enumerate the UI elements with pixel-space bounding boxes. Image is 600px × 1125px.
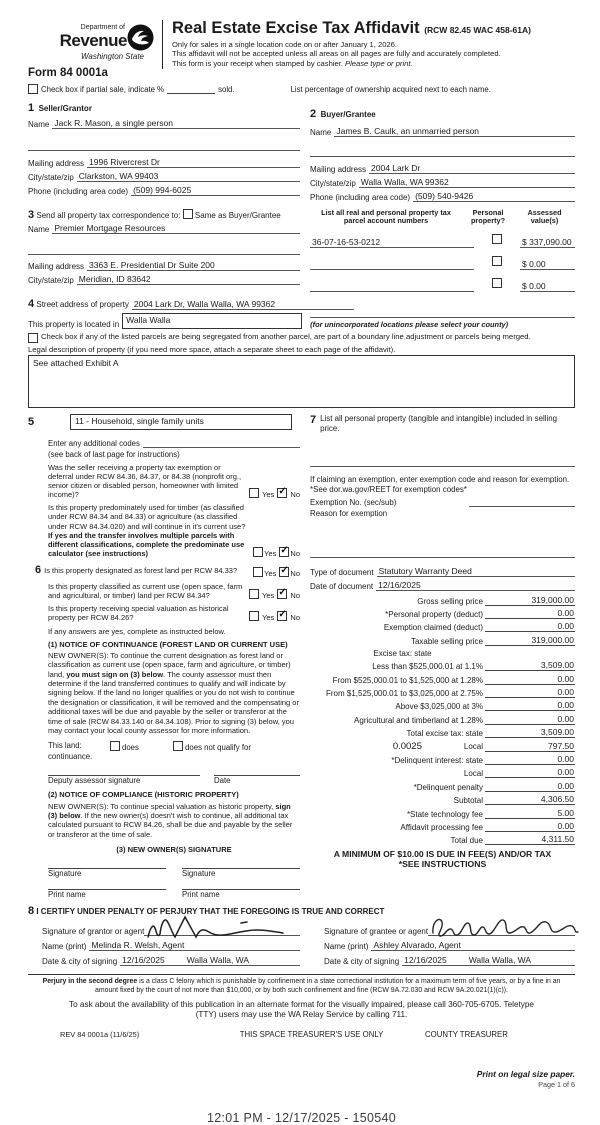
timber-agriculture-question: Is this property predominately used for timber (as classified under RCW 84.34 and 84.33) or agriculture (as classified under RCW 84.34.020) and will continue in it's current use? If yes and the transfer involves multiple parcels with different classifications, complete the predominate use calculator (see instructions) Yes ✓ No bbox=[48, 503, 300, 558]
form-number: Form 84 0001a bbox=[28, 67, 108, 79]
seller-csz-field[interactable]: Clarkston, WA 99403 bbox=[77, 171, 300, 182]
delinquent-interest-state-field[interactable]: 0.00 bbox=[485, 754, 575, 765]
street-address-field[interactable]: 2004 Lark Dr, Walla Walla, WA 99362 bbox=[132, 299, 354, 310]
footer-row bbox=[28, 1030, 575, 1039]
land-use-code-select[interactable]: 11 - Household, single family units bbox=[70, 414, 292, 430]
excise-tax-table: Gross selling price 319,000.00 *Personal property (deduct) 0.00 Exemption claimed (deduct) 0.00 Taxable selling price 319,000.00 Excise tax: state Less than $525,000.01 at 1.1% 3,509.00 From $525,000.01 to $1,525,000 at 1.28% 0.00 From $1,525,000.01 to $3,025,000 at 2.75% 0.00 Above $3,025,000 at 3% 0.00 Agricultural and timberland at 1.28% 0.00 Total excise tax: state 3,509.00 0.0025 Local 797.50 *Delinquent interest: state 0.00 Local 0.00 *Delinquent penalty 0.00 Subtotal 4,306.50 *State technology fee 5.00 Affidavit processing fee 0.00 Total due 4,311.50 A MINIMUM OF $10.00 IS DUE IN FEE(S) AND/OR TAX *SEE INSTRUCTIONS bbox=[310, 595, 575, 870]
additional-codes-field[interactable] bbox=[143, 438, 300, 448]
parcel-number-field[interactable]: 36-07-16-53-0212 bbox=[310, 237, 474, 248]
total-state-excise-field[interactable]: 3,509.00 bbox=[485, 727, 575, 738]
exemption-number-field[interactable] bbox=[469, 497, 575, 507]
county-treasurer-label: COUNTY TREASURER bbox=[425, 1030, 508, 1040]
revenue-logo-icon bbox=[127, 24, 154, 51]
grantee-certification: Signature of grantee or agent Name (print) Ashley Alvarado, Agent Date & city of signing 12/16/2025 Walla Walla, WA bbox=[310, 919, 575, 966]
section-1-seller: 1 Seller/Grantor Name Jack R. Mason, a single person Mailing address 1996 Rivercrest Dr City/state/zip Clarkston, WA 99403 Phone (including area code) (509) 994-6025 bbox=[28, 98, 300, 202]
total-due-field[interactable]: 4,311.50 bbox=[485, 834, 575, 845]
grantee-print-name-field[interactable]: Ashley Alvarado, Agent bbox=[371, 940, 575, 951]
historic-property-question: Is this property receiving special valuation as historical property per RCW 84.26? Yes ✓ No bbox=[48, 604, 300, 622]
section-6-designations: 6 Is this property designated as forest land per RCW 84.33? Yes ✓ No Is this property classified as current use (open space, farm and agricultural, or timber) land per RCW 84.34? Yes ✓ No Is this property receiving special valuation as historical property per RCW 84.26? Yes ✓ No If any answers are yes, complete as instructed below. (1) NOTICE OF CONTINUANCE (FOREST LAND OR CURRENT USE) NEW OWNER(S): To continue the current designation as forest land or classification as current use (open space, farm and agriculture, or timber) land, you must sign on (3) below. The county assessor must then determine if the land transferred continues to qualify and will indicate by signing below. If the land no longer qualifies or you do not wish to continue the designation or classification, it will be removed and the compensating or additional taxes will be due and payable by the seller or transferor at the time of sale (RCW 84.33.140 or 84.34.108). Prior to signing (3) below, you may contact your local county assessor for more information. This land: does does not qualify for continuance. Deputy assessor signature Date (2) NOTICE OF COMPLIANCE (HISTORIC PROPERTY) NEW OWNER(S): To continue special valuation as historic property, sign (3) below. If the new owner(s) doesn't wish to continue, all additional tax calculated pursuant to RCW 84.26, shall be due and payable by the seller or transferor at the time of sale. (3) NEW OWNER(S) SIGNATURE Signature Signature Print name Print name bbox=[28, 564, 300, 898]
seller-phone-field[interactable]: (509) 994-6025 bbox=[131, 185, 300, 196]
legal-description-box[interactable]: See attached Exhibit A bbox=[28, 355, 575, 408]
agency-name: Revenue bbox=[59, 31, 127, 50]
document-date-field[interactable]: 12/16/2025 bbox=[376, 580, 575, 591]
personal-property-checkbox[interactable] bbox=[492, 234, 502, 244]
correspondence-extra-field[interactable] bbox=[28, 245, 300, 255]
buyer-mailing-field[interactable]: 2004 Lark Dr bbox=[369, 163, 575, 174]
affidavit-processing-fee-field[interactable]: 0.00 bbox=[485, 821, 575, 832]
no-checkbox[interactable] bbox=[277, 488, 287, 498]
print-legal-size-note: Print on legal size paper. bbox=[476, 1069, 575, 1080]
document-type-field[interactable]: Statutory Warranty Deed bbox=[377, 566, 575, 577]
seller-mailing-field[interactable]: 1996 Rivercrest Dr bbox=[87, 157, 300, 168]
personal-property-col-header: Personal property? bbox=[470, 208, 506, 226]
section-3-correspondence: 3 Send all property tax correspondence to: Same as Buyer/Grantee Name Premier Mortgage Resources Mailing address 3363 E. Presidential Dr Suite 200 City/state/zip Meridian, ID 83642 bbox=[28, 209, 300, 292]
grantee-signature-line[interactable] bbox=[428, 918, 575, 936]
washington-state-label: Washington State bbox=[80, 52, 144, 61]
reason-for-exemption-label: Reason for exemption bbox=[310, 508, 388, 518]
agency-block bbox=[28, 20, 154, 79]
seller-name-field[interactable]: Jack R. Mason, a single person bbox=[52, 118, 300, 129]
no-checkbox[interactable] bbox=[277, 611, 287, 621]
section-7-personal-property: 7 List all personal property (tangible and intangible) included in selling price. bbox=[310, 413, 557, 434]
notice-continuance-title: (1) NOTICE OF CONTINUANCE (FOREST LAND OR CURRENT USE) bbox=[48, 639, 288, 649]
correspondence-mailing-field[interactable]: 3363 E. Presidential Dr Suite 200 bbox=[87, 260, 300, 271]
section-4-property: 4 Street address of property 2004 Lark Dr, Walla Walla, WA 99362 This property is located in Walla Walla (for unincorporated locations please select your county) Check box if any of the listed parcels are being segregated from another parcel, are part of a boundary line adjustment or parcels being merged. Legal description of property (if you need more space, attach a separate sheet to each page of the affidavit). See attached Exhibit A bbox=[28, 298, 575, 408]
does-not-checkbox[interactable] bbox=[173, 741, 183, 751]
notice-compliance-title: (2) NOTICE OF COMPLIANCE (HISTORIC PROPERTY) bbox=[48, 790, 239, 800]
does-checkbox[interactable] bbox=[110, 741, 120, 751]
grantor-signature-line[interactable] bbox=[144, 918, 300, 936]
no-checkbox[interactable] bbox=[277, 589, 287, 599]
grantor-signature bbox=[146, 913, 286, 941]
tier1-tax-field[interactable]: 3,509.00 bbox=[485, 660, 575, 671]
parcel-row bbox=[310, 230, 575, 248]
grantor-date-city-field[interactable]: 12/16/2025 Walla Walla, WA bbox=[120, 955, 300, 966]
buyer-name-field[interactable]: James B. Caulk, an unmarried person bbox=[334, 126, 575, 137]
grantor-print-name-field[interactable]: Melinda R. Welsh, Agent bbox=[89, 940, 300, 951]
partial-percent-field[interactable] bbox=[167, 93, 215, 94]
partial-sale-checkbox[interactable] bbox=[28, 84, 38, 94]
land-qualify-row: This land: does does not qualify for bbox=[48, 741, 251, 753]
see-instructions-note: *SEE INSTRUCTIONS bbox=[398, 859, 487, 870]
exemption-claimed-field[interactable]: 0.00 bbox=[485, 621, 575, 632]
seller-name-extra-field[interactable] bbox=[28, 141, 300, 151]
reason-for-exemption-field[interactable] bbox=[310, 548, 575, 558]
reet-affidavit-form: Department of Revenue Washington State Form 84 0001a Real Estate Excise Tax Affidavit (RCW 82.45 WAC 458-61A) Only for sales in a single location code on or after January 1, 2026. This affidavit will not be accepted unless all areas on all pages are fully and accurately completed. This form is your receipt when stamped by cashier. Please type or print. Check box if partial sale, indicate % sold. List percentage of ownership acquired next to each name. 1 Seller/Grantor Name Jack R. Mason, a single person Mailing address 1996 Rivercrest Dr City/state/zip Clarkston, WA 99403 Phone (including area code) (509) 994-6025 2 Buyer/Grantee Name James B. Caulk, an unmarried person Mailing address 2004 Lark Dr City/state/zip Walla Walla, WA 99362 Phone (including area code) (509) 540-9426 3 Send all property tax correspondence to: Same as Buyer/Grantee Name Premier Mortgage Resources Mailing address 3363 E. Presidential Dr Suite 200 City/state/zip Meridian, ID 83642 List all real and personal property tax parcel account numbers Personal property? Assessed value(s) 36-07-16-53-0212 $ 337,090.00 $ 0.00 $ 0.00 4 Street address of property 2004 Lark Dr, Walla Walla, WA 99362 This property is located in Walla Walla (for unincorporated locations please select your county) Check box if any of the listed parcels are being segregated from another parcel, are part of a boundary line adjustment or parcels being merged. Legal description of property (if you need more space, attach a separate sheet to each page of the affidavit). See attached Exhibit A 5 11 - Household, single family units Enter any additional codes (see back of last page for instructions) Was the seller receiving a property tax exemption or deferral under RCW 84.36, 84.37, or 84.38 (nonprofit org., senior citizen or disabled person, homeowner with limited income)? Yes ✓ No Is this property predominately used for timber (as classified under RCW 84.34 and 84.33) or agriculture (as classified under RCW 84.34.020) and will continue in it's current use? If yes and the transfer involves multiple parcels with different classifications, complete the predominate use calculator (see instructions) Yes ✓ No 6 Is this property designated as forest land per RCW 84.33? Yes ✓ No Is this property classified as current use (open space, farm and agricultural, or timber) land per RCW 84.34? Yes ✓ No Is this property receiving special valuation as historical property per RCW 84.26? Yes ✓ No If any answers are yes, complete as instructed below. (1) NOTICE OF CONTINUANCE (FOREST LAND OR CURRENT USE) NEW OWNER(S): To continue the current designation as forest land or classification as current use (open space, farm and agriculture, or timber) land, you must sign on (3) below. The county assessor must then determine if the land transferred continues to qualify and will indicate by signing below. If the land no longer qualifies or you do not wish to continue the designation or classification, it will be removed and the compensating or additional taxes will be due and payable by the seller or transferor at the time of sale (RCW 84.33.140 or 84.34.108). Prior to signing (3) below, you may contact your local county assessor for more information. This land: does does not qualify for continuance. Deputy assessor signature Date (2) NOTICE OF COMPLIANCE (HISTORIC PROPERTY) NEW OWNER(S): To continue special valuation as historic property, sign (3) below. If the new owner(s) doesn't wish to continue, all additional tax calculated pursuant to RCW 84.26, shall be due and payable by the seller or transferor at the time of sale. (3) NEW OWNER(S) SIGNATURE Signature Signature Print name Print name 7 List all personal property (tangible and intangible) included in selling price. If claiming an exemption, enter exemption code and reason for exemption. *See dor.wa.gov/REET for exemption codes* Exemption No. (sec/sub) Reason for exemption Type of document Statutory Warranty Deed Date of document 12/16/2025 Gross selling price 319,000.00 *Personal property (deduct) 0.00 Exemption claimed (deduct) 0.00 Taxable selling price 319,000.00 Excise tax: state Less than $525,000.01 at 1.1% 3,509.00 From $525,000.01 to $1,525,000 at 1.28% 0.00 From $1,525,000.01 to $3,025,000 at 2.75% 0.00 Above $3,025,000 at 3% 0.00 Agricultural and timberland at 1.28% 0.00 Total excise tax: state 3,509.00 0.0025 Local 797.50 *Delinquent interest: state 0.00 Local 0.00 *Delinquent penalty 0.00 Subtotal 4,306.50 *State technology fee 5.00 Affidavit processing fee 0.00 Total due 4,311.50 A MINIMUM OF $10.00 IS DUE IN FEE(S) AND/OR TAX *SEE INSTRUCTIONS 8 I CERTIFY UNDER PENALTY OF PERJURY THAT THE FOREGOING IS TRUE AND CORRECT Signature of grantor or agent Name (print) Melinda R. Welsh, Agent Date & city of signing 12/16/2025 Walla Walla, WA Signature of grantee or agent Name (print) Ashley Alvarado, Agent Date & city of signing 12/16/2025 Walla Walla, WA Perjury in the second degree is a class C felony which is punishable by confinement in a state correctional institution for a maximum term of five years, or by a fine in an amount fixed by the court of not more than $10,000, or by both such confinement and fine (RCW 9A.72.030 and RCW 9A.20.021(1)(c)). To ask about the availability of this publication in an alternate format for the visually impaired, please call 360-705-6705. Teletype (TTY) users may use the WA Relay Service by calling 711. REV 84 0001a (11/6/25) THIS SPACE TREASURER'S USE ONLY COUNTY TREASURER Print on legal size paper. Page 1 of 6 12:01 PM - 12/17/2025 - 150540 bbox=[0, 0, 600, 988]
form-notes: Only for sales in a single location code on or after January 1, 2026. This affidavit will not be accepted unless all areas on all pages are fully and accurately completed. This form is your receipt when stamped by cashier. Please type or print. bbox=[172, 39, 501, 69]
personal-property-checkbox[interactable] bbox=[492, 256, 502, 266]
personal-property-deduct-field[interactable]: 0.00 bbox=[485, 608, 575, 619]
perjury-notice: Perjury in the second degree is a class C felony which is punishable by confinement in a state correctional institution for a maximum term of five years, or by a fine in an amount fixed by the court of not more than $10,000, or by both such confinement and fine (RCW 9A.72.030 and RCW 9A.20.021(1)(c)). bbox=[42, 977, 561, 994]
grantee-signature bbox=[430, 911, 580, 941]
personal-property-checkbox[interactable] bbox=[492, 278, 502, 288]
yes-checkbox[interactable] bbox=[249, 488, 259, 498]
rcw-reference: (RCW 82.45 WAC 458-61A) bbox=[424, 25, 531, 35]
minimum-due-note: A MINIMUM OF $10.00 IS DUE IN FEE(S) AND/OR TAX bbox=[333, 849, 552, 860]
assessed-value-col-header: Assessed value(s) bbox=[527, 208, 562, 226]
yes-checkbox[interactable] bbox=[249, 611, 259, 621]
assessed-value-field[interactable]: $ 0.00 bbox=[520, 281, 575, 292]
parcel-table bbox=[310, 209, 575, 292]
local-rate-value: 0.0025 bbox=[392, 740, 422, 752]
correspondence-csz-field[interactable]: Meridian, ID 83642 bbox=[77, 274, 300, 285]
section-5-use-code: 5 11 - Household, single family units Enter any additional codes (see back of last page for instructions) Was the seller receiving a property tax exemption or deferral under RCW 84.36, 84.37, or 84.38 (nonprofit org., senior citizen or disabled person, homeowner with limited income)? Yes ✓ No Is this property predominately used for timber (as classified under RCW 84.34 and 84.33) or agriculture (as classified under RCW 84.34.020) and will continue in it's current use? If yes and the transfer involves multiple parcels with different classifications, complete the predominate use calculator (see instructions) Yes ✓ No bbox=[28, 414, 300, 558]
tier2-tax-field[interactable]: 0.00 bbox=[485, 674, 575, 685]
form-header bbox=[28, 20, 575, 79]
local-tax-field[interactable]: 797.50 bbox=[485, 741, 575, 752]
treasurer-use-label: THIS SPACE TREASURER'S USE ONLY bbox=[239, 1030, 384, 1040]
section-8-certification: 8 I CERTIFY UNDER PENALTY OF PERJURY THAT THE FOREGOING IS TRUE AND CORRECT bbox=[28, 904, 385, 917]
current-use-question: Is this property classified as current use (open space, farm and agricultural, or timber) land per RCW 84.34? Yes ✓ No bbox=[48, 582, 300, 600]
agricultural-tax-field[interactable]: 0.00 bbox=[485, 714, 575, 725]
subtotal-field[interactable]: 4,306.50 bbox=[485, 794, 575, 805]
personal-property-list-field[interactable] bbox=[310, 457, 575, 467]
state-technology-fee-field[interactable]: 5.00 bbox=[485, 808, 575, 819]
parcel-number-field[interactable] bbox=[310, 281, 474, 292]
section-2-buyer: 2 Buyer/Grantee Name James B. Caulk, an unmarried person Mailing address 2004 Lark Dr City/state/zip Walla Walla, WA 99362 Phone (including area code) (509) 540-9426 bbox=[310, 98, 575, 202]
excise-tax-state-header: Excise tax: state bbox=[373, 648, 432, 658]
segregated-checkbox[interactable] bbox=[28, 333, 38, 343]
buyer-csz-field[interactable]: Walla Walla, WA 99362 bbox=[359, 177, 575, 188]
new-owner-signature-title: (3) NEW OWNER(S) SIGNATURE bbox=[116, 845, 232, 855]
exemption-deferral-question: Was the seller receiving a property tax exemption or deferral under RCW 84.36, 84.37, or 84.38 (nonprofit org., senior citizen or disabled person, homeowner with limited income)? Yes ✓ No bbox=[48, 463, 300, 500]
page-number: Page 1 of 6 bbox=[538, 1080, 575, 1090]
parcel-number-field[interactable] bbox=[310, 259, 474, 270]
notice-continuance-text: NEW OWNER(S): To continue the current designation as forest land or classification as current use (open space, farm and agriculture, or timber) land, you must sign on (3) below. The county assessor must then determine if the land transferred continues to qualify and will indicate by signing below. If the land no longer qualifies or you do not wish to continue the designation or classification, it will be removed and the compensating or additional taxes will be due and payable by the seller or transferor at the time of sale (RCW 84.33.140 or 84.34.108). Prior to signing (3) below, you may contact your local county assessor for more information. bbox=[48, 650, 299, 735]
taxable-selling-price-field[interactable]: 319,000.00 bbox=[485, 635, 575, 646]
exemption-instructions: If claiming an exemption, enter exemption code and reason for exemption. *See dor.wa.gov/REET for exemption codes* bbox=[310, 475, 570, 495]
no-checkbox[interactable] bbox=[279, 547, 289, 557]
footer-divider bbox=[28, 974, 575, 975]
county-select[interactable]: Walla Walla bbox=[122, 313, 302, 329]
tier3-tax-field[interactable]: 0.00 bbox=[485, 687, 575, 698]
timestamp-stamp: 12:01 PM - 12/17/2025 - 150540 bbox=[207, 1111, 396, 1125]
no-checkbox[interactable] bbox=[279, 567, 289, 577]
yes-checkbox[interactable] bbox=[253, 547, 263, 557]
form-title: Real Estate Excise Tax Affidavit (RCW 82.45 WAC 458-61A) bbox=[172, 19, 531, 37]
yes-checkbox[interactable] bbox=[253, 567, 263, 577]
ownership-note: List percentage of ownership acquired next to each name. bbox=[290, 85, 491, 94]
gross-selling-price-field[interactable]: 319,000.00 bbox=[485, 595, 575, 606]
partial-sale-row: Check box if partial sale, indicate % sold. List percentage of ownership acquired next to each name. bbox=[28, 84, 575, 94]
grantor-certification: Signature of grantor or agent Name (print) Melinda R. Welsh, Agent Date & city of signing 12/16/2025 Walla Walla, WA bbox=[28, 919, 300, 966]
county-note: (for unincorporated locations please select your county) bbox=[310, 317, 575, 329]
alternate-format-notice: To ask about the availability of this publication in an alternate format for the visually impaired, please call 360-705-6705. Teletype (TTY) users may use the WA Relay Service by calling 711. bbox=[69, 1000, 534, 1020]
assessed-value-field[interactable]: $ 0.00 bbox=[520, 259, 575, 270]
same-as-buyer-checkbox[interactable] bbox=[183, 209, 193, 219]
form-revision-id: REV 84 0001a (11/6/25) bbox=[60, 1030, 140, 1040]
assessed-value-field[interactable]: $ 337,090.00 bbox=[520, 237, 575, 248]
notice-compliance-text: NEW OWNER(S): To continue special valuation as historic property, sign (3) below. If the new owner(s) doesn't wish to continue, all additional tax calculated pursuant to RCW 84.26, shall be due and payable by the seller or transferor at the time of sale. bbox=[48, 801, 293, 839]
title-block bbox=[162, 20, 575, 69]
grantee-date-city-field[interactable]: 12/16/2025 Walla Walla, WA bbox=[402, 955, 575, 966]
yes-checkbox[interactable] bbox=[249, 589, 259, 599]
delinquent-penalty-field[interactable]: 0.00 bbox=[485, 781, 575, 792]
dept-of-label: Department of bbox=[80, 24, 125, 31]
forest-land-question: 6 Is this property designated as forest land per RCW 84.33? Yes ✓ No bbox=[48, 564, 300, 577]
delinquent-interest-local-field[interactable]: 0.00 bbox=[485, 767, 575, 778]
parcel-row bbox=[310, 274, 575, 292]
legal-description-label: Legal description of property (if you need more space, attach a separate sheet to each page of the affidavit). bbox=[28, 344, 396, 354]
buyer-phone-field[interactable]: (509) 540-9426 bbox=[413, 191, 575, 202]
parcel-row bbox=[310, 252, 575, 270]
buyer-name-extra-field[interactable] bbox=[310, 147, 575, 157]
correspondence-name-field[interactable]: Premier Mortgage Resources bbox=[52, 223, 300, 234]
parcel-col-header: List all real and personal property tax parcel account numbers bbox=[321, 208, 451, 226]
tier4-tax-field[interactable]: 0.00 bbox=[485, 700, 575, 711]
